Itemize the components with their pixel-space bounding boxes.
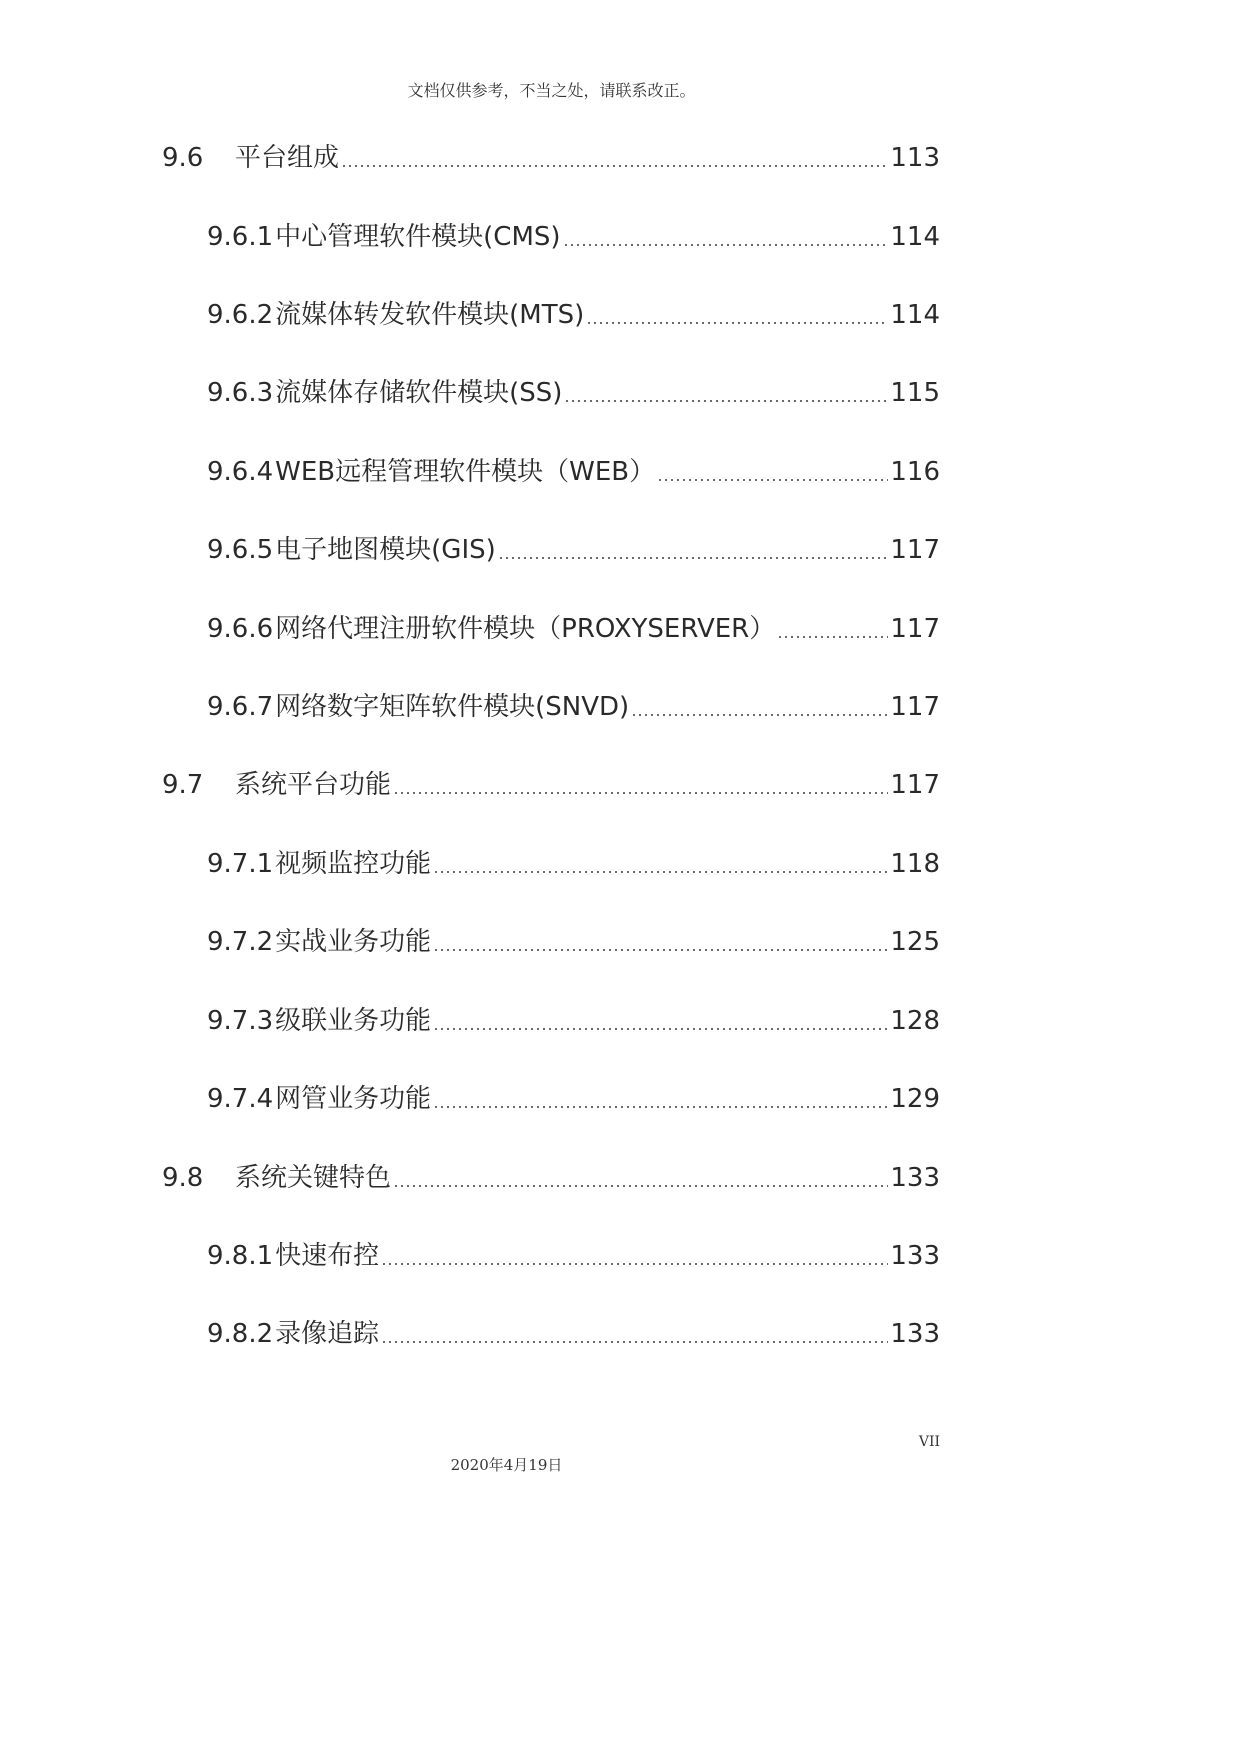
toc-entry-9-6[interactable] [162,138,940,178]
toc-leader [586,322,888,324]
toc-number: 9.6.5 [207,535,274,565]
toc-entry-9-7-3[interactable] [207,1001,940,1041]
toc-page: 128 [890,1006,940,1036]
toc-title: 中心管理软件模块(CMS) [275,222,561,252]
toc-number: 9.6 [162,143,204,173]
toc-number: 9.8 [162,1163,204,1193]
toc-entry-9-8-2[interactable] [207,1314,940,1354]
toc-leader [563,244,889,246]
toc-number: 9.7.4 [207,1084,274,1114]
toc-leader [433,1106,888,1108]
toc-page: 115 [890,378,940,408]
toc-title: 网络代理注册软件模块（PROXYSERVER） [275,614,776,644]
toc-page: 133 [890,1241,940,1271]
toc-leader [393,792,888,794]
toc-leader [777,636,888,638]
toc-number: 9.7 [162,770,204,800]
toc-entry-9-6-4[interactable] [207,452,940,492]
toc-page: 117 [890,692,940,722]
toc-page: 114 [890,300,940,330]
toc-entry-9-6-2[interactable] [207,295,940,335]
toc-leader [341,165,888,167]
toc-entry-9-6-7[interactable] [207,687,940,727]
toc-entry-9-6-5[interactable] [207,530,940,570]
toc-number: 9.6.3 [207,378,274,408]
toc-number: 9.7.1 [207,849,274,879]
toc-entry-9-7-1[interactable] [207,844,940,884]
toc-page: 129 [890,1084,940,1114]
toc-page: 125 [890,927,940,957]
toc-title: 系统关键特色 [235,1163,392,1193]
toc-title: 流媒体转发软件模块(MTS) [275,300,585,330]
toc-page: 117 [890,614,940,644]
toc-entry-9-6-1[interactable] [207,217,940,257]
toc-entry-9-8-1[interactable] [207,1236,940,1276]
toc-entry-9-8[interactable] [162,1158,940,1198]
header-note: 文档仅供参考，不当之处，请联系改正。 [407,81,696,100]
toc-number: 9.6.4 [207,457,274,487]
toc-number: 9.8.2 [207,1319,274,1349]
toc-number: 9.6.6 [207,614,274,644]
toc-entry-9-7-4[interactable] [207,1079,940,1119]
footer-date: 2020年4月19日 [450,1456,563,1474]
toc-number: 9.7.3 [207,1006,274,1036]
toc-title: 级联业务功能 [275,1006,432,1036]
toc-page: 116 [890,457,940,487]
toc-leader [564,400,888,402]
toc-leader [657,479,888,481]
toc-title: 平台组成 [235,143,340,173]
toc-page: 117 [890,770,940,800]
toc-entry-9-6-6[interactable] [207,609,940,649]
toc-number: 9.6.2 [207,300,274,330]
toc-title: 系统平台功能 [235,770,392,800]
toc-entry-9-7[interactable] [162,765,940,805]
toc-number: 9.7.2 [207,927,274,957]
toc-page: 118 [890,849,940,879]
toc-entry-9-6-3[interactable] [207,373,940,413]
toc-number: 9.6.7 [207,692,274,722]
toc-leader [498,557,889,559]
toc-title: 流媒体存储软件模块(SS) [275,378,563,408]
toc-title: 实战业务功能 [275,927,432,957]
toc-number: 9.8.1 [207,1241,274,1271]
toc-number: 9.6.1 [207,222,274,252]
toc-leader [433,949,888,951]
toc-title: 电子地图模块(GIS) [275,535,496,565]
toc-page: 117 [890,535,940,565]
toc-entry-9-7-2[interactable] [207,922,940,962]
toc-page: 113 [890,143,940,173]
toc-leader [631,714,888,716]
page-number: VII [918,1434,940,1450]
toc-page: 133 [890,1319,940,1349]
toc-leader [381,1341,888,1343]
toc-leader [381,1263,888,1265]
toc-title: WEB远程管理软件模块（WEB） [275,457,656,487]
toc-page: 114 [890,222,940,252]
toc-page: 133 [890,1163,940,1193]
toc-title: 快速布控 [275,1241,380,1271]
toc-title: 视频监控功能 [275,849,432,879]
toc-title: 网管业务功能 [275,1084,432,1114]
toc-leader [433,871,888,873]
toc-leader [393,1185,888,1187]
toc-leader [433,1028,888,1030]
toc-title: 网络数字矩阵软件模块(SNVD) [275,692,630,722]
toc-title: 录像追踪 [275,1319,380,1349]
